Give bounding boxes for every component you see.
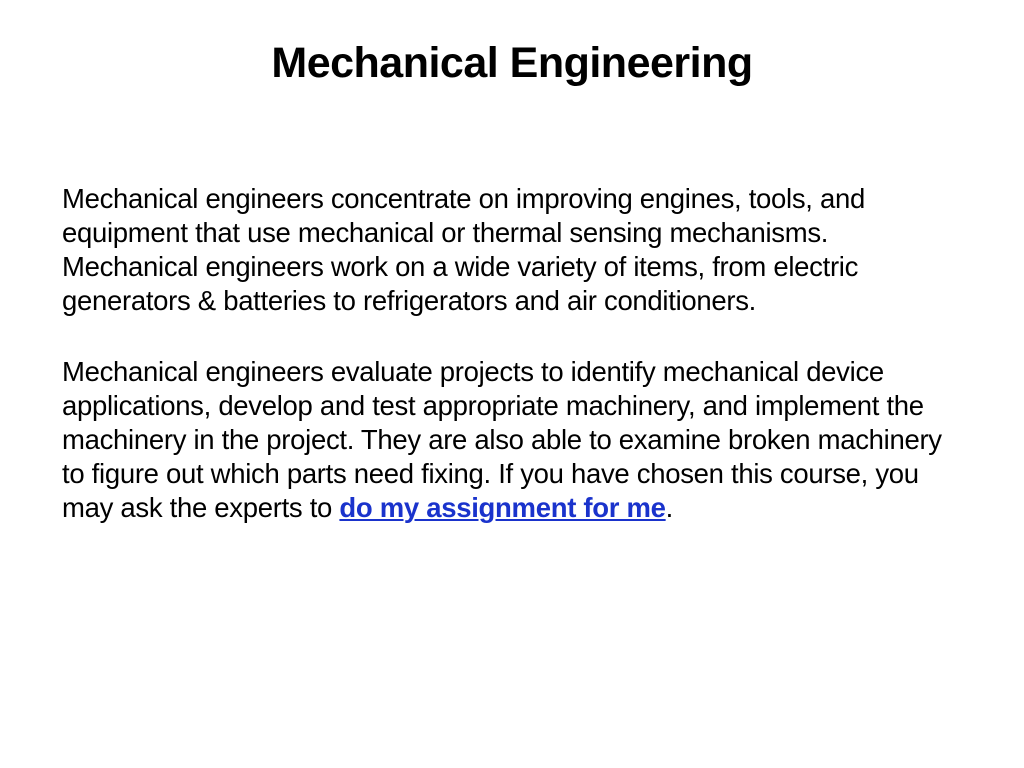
slide-title: Mechanical Engineering — [271, 39, 753, 87]
paragraph-details-text: Mechanical engineers evaluate projects to identify mechanical device applications, develop and test appropriate machinery, and implement the machinery in the project. They are also able to examine broken machinery to figure out which parts need fixing. If you have chosen this course, you may ask the experts to — [62, 356, 942, 523]
paragraph-intro: Mechanical engineers concentrate on improving engines, tools, and equipment that use mechanical or thermal sensing mechanisms. Mechanical engineers work on a wide variety of items, from electric generators & batteries to refrigerators and air conditioners. — [62, 183, 865, 316]
paragraph-details-end: . — [665, 492, 673, 523]
assignment-link[interactable]: do my assignment for me — [339, 492, 666, 523]
paragraph-details — [62, 355, 967, 525]
slide-body — [62, 182, 967, 562]
